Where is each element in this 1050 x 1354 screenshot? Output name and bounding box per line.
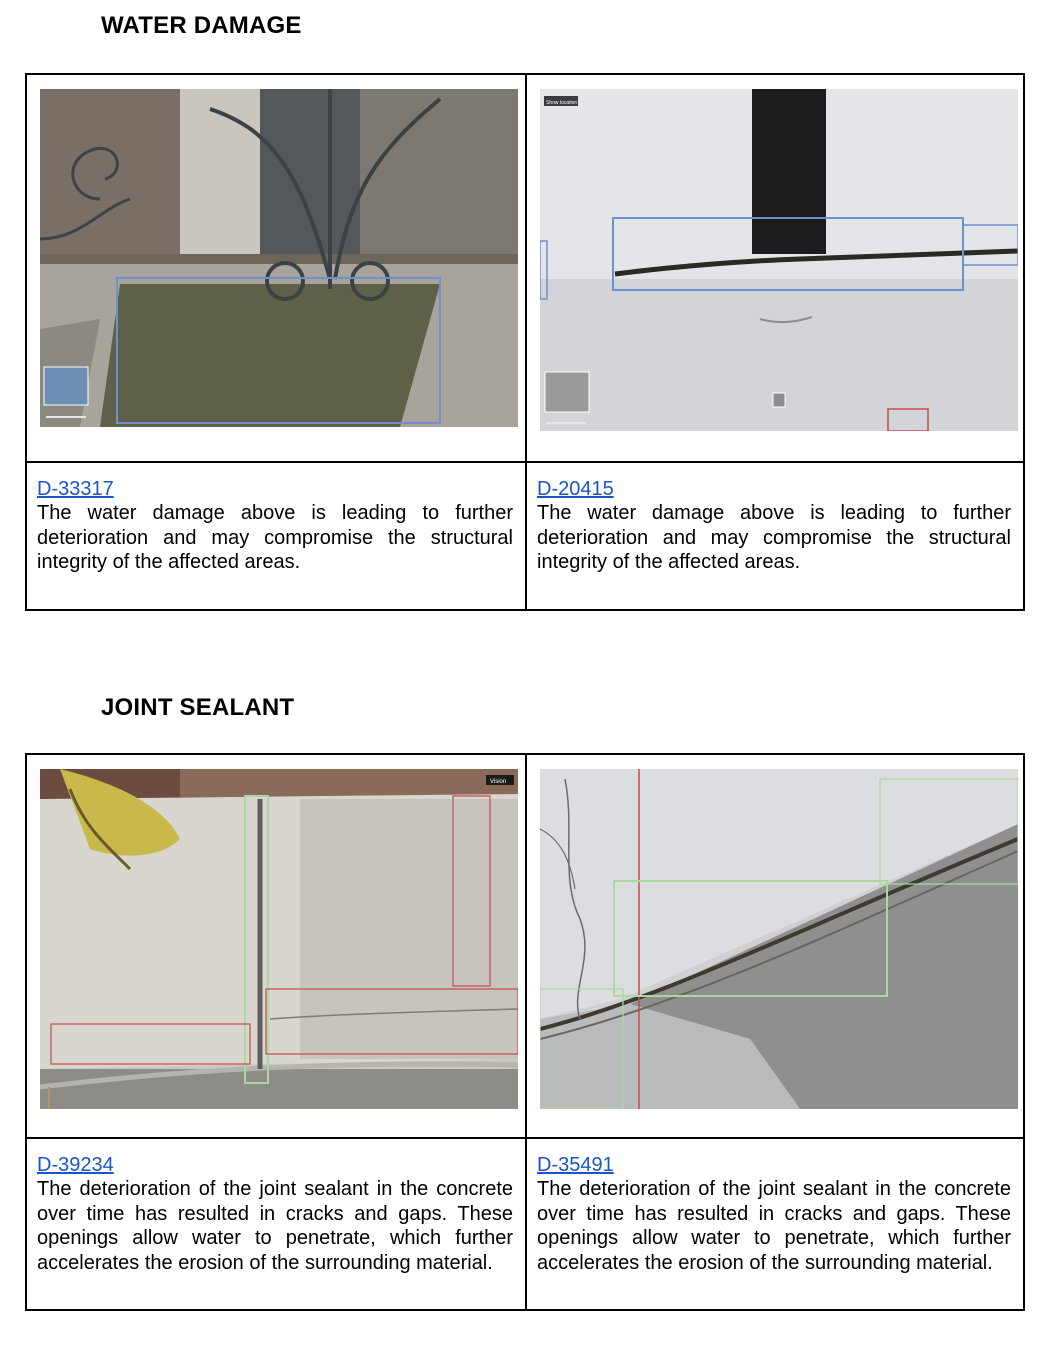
photo-row: [27, 755, 1023, 1139]
photo-cell: [27, 755, 525, 1137]
text-row: [27, 1139, 1023, 1309]
text-cell: [525, 463, 1023, 609]
defect-description: The water damage above is leading to further deterioration and may compromise the structural integrity of the affected areas.: [537, 502, 1011, 573]
defect-description: The deterioration of the joint sealant in the concrete over time has resulted in cracks and gaps. These openings allow water to penetrate, which further accelerates the erosion of the surrounding material.: [37, 1178, 513, 1274]
text-cell: [525, 1139, 1023, 1309]
photo-railing-svg: [40, 89, 518, 427]
photo-cell: [525, 75, 1023, 461]
defect-link-d-39234[interactable]: D-39234: [37, 1154, 114, 1176]
joint-sealant-photo-corner: [540, 769, 1018, 1109]
defect-description: The deterioration of the joint sealant in the concrete over time has resulted in cracks and gaps. These openings allow water to penetrate, which further accelerates the erosion of the surrounding material.: [537, 1178, 1011, 1274]
photo-cell: [27, 75, 525, 461]
text-cell: [27, 1139, 525, 1309]
joint-sealant-photo-ledge: [40, 769, 518, 1109]
water-damage-photo-railing: [40, 89, 518, 427]
section-title-water-damage: WATER DAMAGE: [101, 12, 302, 39]
defect-link-d-33317[interactable]: D-33317: [37, 478, 114, 500]
defect-link-d-20415[interactable]: D-20415: [537, 478, 614, 500]
photo-cell: [525, 755, 1023, 1137]
defect-description: The water damage above is leading to further deterioration and may compromise the structural integrity of the affected areas.: [37, 502, 513, 573]
water-damage-table: [25, 73, 1025, 611]
show-location-label: Show location: [546, 100, 578, 106]
joint-sealant-table: [25, 753, 1025, 1311]
photo-corner-svg: [540, 769, 1018, 1109]
section-title-joint-sealant: JOINT SEALANT: [101, 694, 295, 721]
photo-wall-svg: [540, 89, 1018, 431]
text-row: [27, 463, 1023, 609]
defect-link-d-35491[interactable]: D-35491: [537, 1154, 614, 1176]
photo-row: [27, 75, 1023, 463]
vision-label: Vision: [490, 779, 507, 785]
water-damage-photo-wall: [540, 89, 1018, 431]
photo-ledge-svg: [40, 769, 518, 1109]
text-cell: [27, 463, 525, 609]
